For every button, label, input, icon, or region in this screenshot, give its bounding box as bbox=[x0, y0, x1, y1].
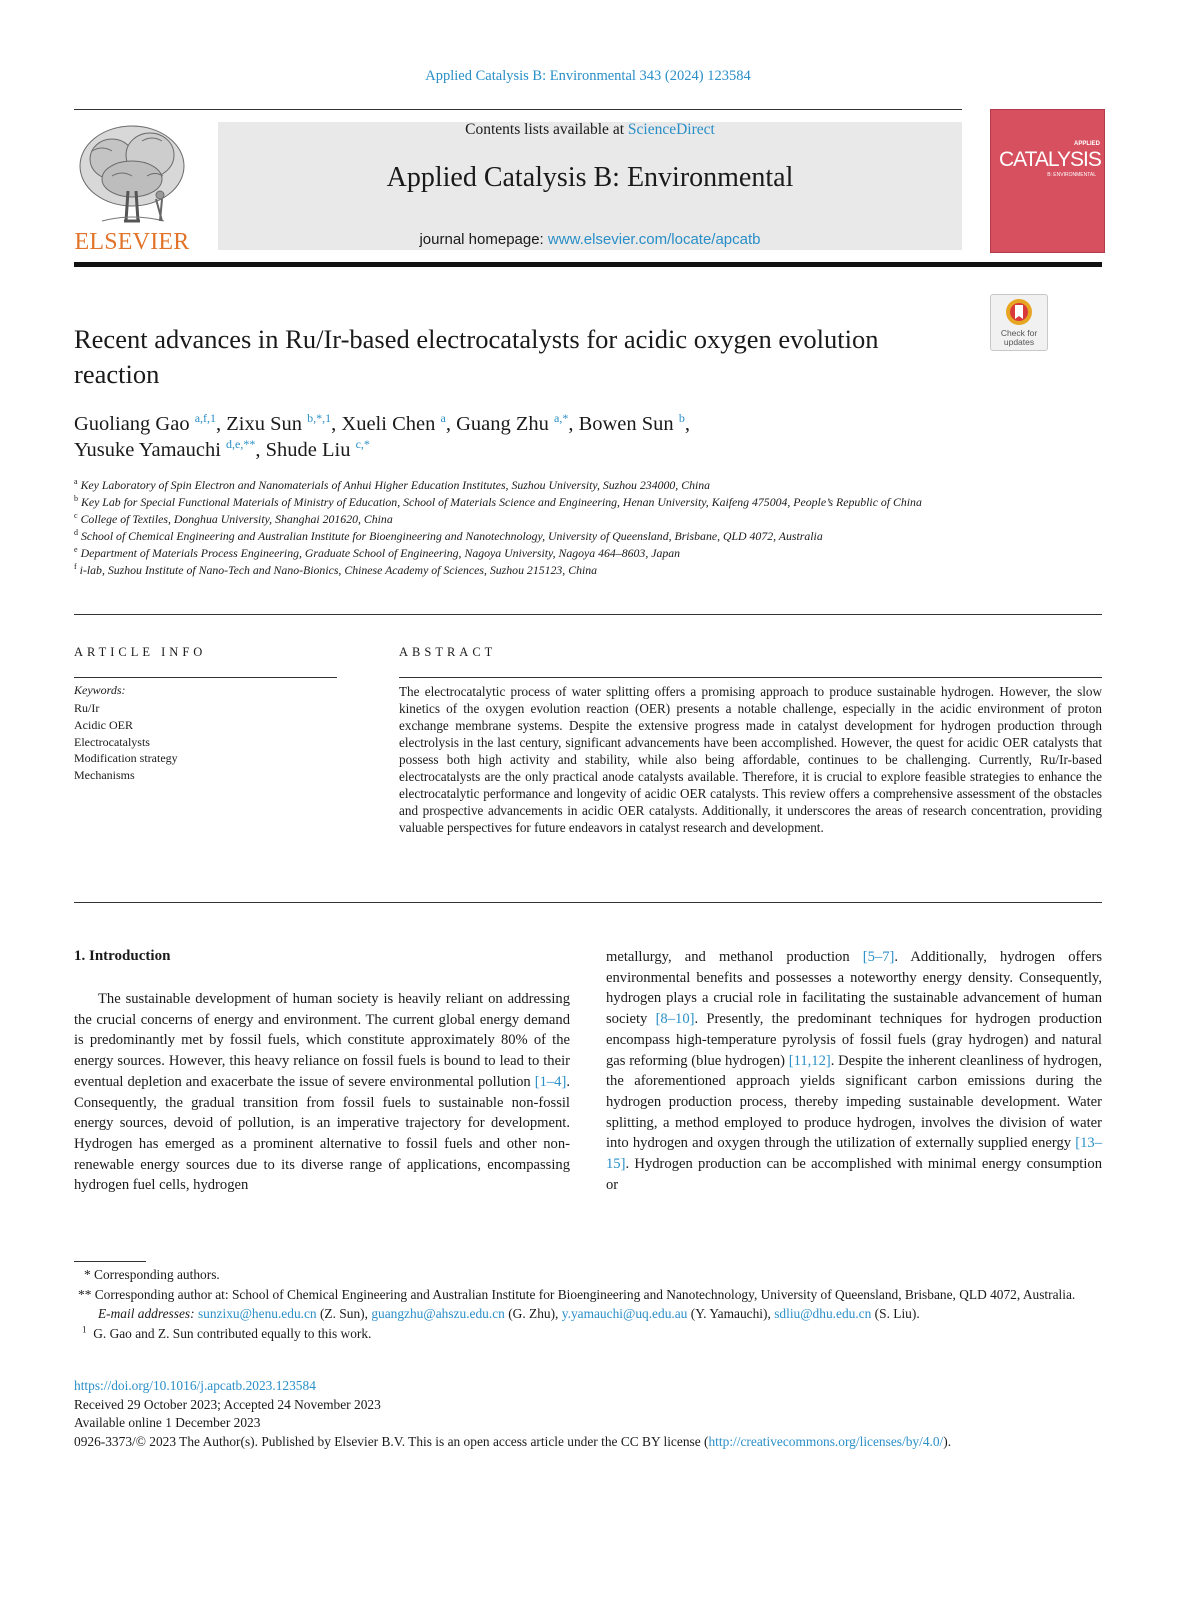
email-link[interactable]: sdliu@dhu.edu.cn bbox=[774, 1306, 872, 1322]
citation-link[interactable]: [11,12] bbox=[788, 1052, 831, 1069]
bookmark-ribbon-icon bbox=[991, 295, 1047, 329]
author[interactable]: Zixu Sun $^{b,*,1}$ bbox=[226, 411, 332, 435]
cover-word-applied: APPLIED bbox=[1073, 141, 1100, 147]
homepage-line bbox=[218, 231, 962, 248]
footnote-emails: E-mail addresses: sunzixu@henu.edu.cn (Z. Sun), guangzhu@ahszu.edu.cn (G. Zhu), y.yamauchi@uq.edu.au (Y. Yamauchi), sdliu@dhu.edu.cn (S. Liu). bbox=[98, 1306, 920, 1322]
author[interactable]: Xueli Chen $^a$ bbox=[341, 411, 446, 435]
article-info-rule bbox=[74, 677, 337, 678]
header-thick-rule bbox=[74, 262, 1102, 267]
author[interactable]: Shude Liu $^{c,*}$ bbox=[265, 437, 370, 461]
keyword-item: Ru/Ir bbox=[74, 701, 100, 715]
keyword-item: Mechanisms bbox=[74, 768, 135, 783]
article-info-heading: ARTICLE INFO bbox=[74, 645, 207, 659]
license-line: 0926-3373/© 2023 The Author(s). Published by Elsevier B.V. This is an open access article under the CC BY license (http://creativecommons.org/licenses/by/4.0/). bbox=[74, 1433, 952, 1449]
header-rule bbox=[74, 109, 962, 110]
citation-link[interactable]: [1–4] bbox=[534, 1073, 567, 1090]
citation-link[interactable]: [8–10] bbox=[655, 1011, 695, 1028]
journal-cover-image bbox=[990, 109, 1105, 253]
contents-line bbox=[218, 121, 962, 139]
affiliation-item: $^a$ Key Laboratory of Spin Electron and Nanomaterials of Anhui Higher Education Institutes, Suzhou University, Suzhou 234000, China bbox=[74, 477, 711, 492]
article-title: Recent advances in Ru/Ir-based electrocatalysts for acidic oxygen evolution reaction bbox=[74, 324, 879, 389]
author[interactable]: Guang Zhu $^{a,*}$ bbox=[456, 411, 569, 435]
available-online-date: Available online 1 December 2023 bbox=[74, 1415, 261, 1430]
contents-prefix: Contents lists available at bbox=[465, 121, 628, 138]
running-header[interactable]: Applied Catalysis B: Environmental 343 (2024) 123584 bbox=[425, 68, 751, 84]
homepage-link[interactable]: www.elsevier.com/locate/apcatb bbox=[547, 231, 761, 248]
keyword-item: Modification strategy bbox=[74, 751, 178, 766]
check-for-updates-badge[interactable] bbox=[990, 294, 1048, 351]
author-list: Guoliang Gao $^{a,f,1}$, Zixu Sun $^{b,*,1}$, Xueli Chen $^a$, Guang Zhu $^{a,*}$, Bowen Sun $^b$, Yusuke Yamauchi $^{d,e,**}$, Shude Liu $^{c,*}$ bbox=[74, 411, 690, 461]
footnote-rule bbox=[74, 1261, 146, 1262]
check-for-updates-label: Check for updates bbox=[1000, 328, 1038, 347]
publication-info bbox=[74, 1377, 1114, 1451]
received-accepted-dates: Received 29 October 2023; Accepted 24 November 2023 bbox=[74, 1396, 381, 1412]
affiliation-item: $^d$ School of Chemical Engineering and Australian Institute for Bioengineering and Nanotechnology, University of Queensland, Brisbane, QLD 4072, Australia bbox=[74, 528, 823, 543]
affiliation-item: $^e$ Department of Materials Process Engineering, Graduate School of Engineering, Nagoya University, Nagoya 464–8603, Japan bbox=[74, 545, 681, 560]
email-link[interactable]: sunzixu@henu.edu.cn bbox=[197, 1306, 317, 1322]
citation-link[interactable]: [13–15] bbox=[606, 1135, 1102, 1173]
affiliation-item: $^c$ College of Textiles, Donghua University, Shanghai 201620, China bbox=[74, 511, 393, 526]
affiliation-item: $^f$ i-lab, Suzhou Institute of Nano-Tech and Nano-Bionics, Chinese Academy of Sciences, Suzhou 215123, China bbox=[74, 562, 598, 577]
keywords-list bbox=[74, 700, 178, 784]
section-rule bbox=[74, 614, 1102, 615]
citation-link[interactable]: [5–7] bbox=[862, 949, 895, 965]
footnote-corresponding-2: ** Corresponding author at: School of Chemical Engineering and Australian Institute for Bioengineering and Nanotechnology, University of Queensland, Brisbane, QLD 4072, Australia. bbox=[78, 1286, 1076, 1302]
section-heading-introduction: 1. Introduction bbox=[74, 948, 171, 964]
abstract-text: The electrocatalytic process of water splitting offers a promising approach to produce sustainable hydrogen. However, the slow kinetics of the oxygen evolution reaction (OER) presents a notable challenge, especially in the acidic environment of proton exchange membrane systems. Despite the extensive progress made in catalyst development for hydrogen production through electrolysis in the last century, significant advancements have been accomplished. However, the quest for acidic OER catalysts that possess both high activity and stability, while also being affordable, continues to be challenging. Currently, Ru/Ir-based electrocatalysts are the only practical anode catalysts available. Therefore, it is crucial to explore feasible strategies to enhance the electrocatalytic performance and longevity of acidic OER catalysts. This review offers a comprehensive assessment of the obstacles and prospective advancements in acidic OER catalysts. Additionally, it underscores the areas of research concentration, providing valuable perspectives for future endeavors in catalyst research and development. bbox=[399, 684, 1102, 835]
author[interactable]: Yusuke Yamauchi $^{d,e,**}$ bbox=[74, 437, 256, 461]
abstract-heading: ABSTRACT bbox=[399, 645, 497, 659]
email-label: E-mail addresses: bbox=[98, 1306, 195, 1322]
license-link[interactable]: http://creativecommons.org/licenses/by/4.0/ bbox=[708, 1433, 944, 1449]
doi-link[interactable]: https://doi.org/10.1016/j.apcatb.2023.123584 bbox=[74, 1378, 316, 1393]
keywords-label: Keywords: bbox=[74, 683, 126, 697]
email-link[interactable]: y.yamauchi@uq.edu.au bbox=[561, 1306, 688, 1322]
affiliations bbox=[74, 477, 974, 579]
author[interactable]: Bowen Sun $^b$ bbox=[578, 411, 685, 435]
journal-title: Applied Catalysis B: Environmental bbox=[386, 162, 794, 193]
footnote-corresponding: * Corresponding authors. bbox=[84, 1267, 220, 1282]
body-column-right: metallurgy, and methanol production [5–7]. Additionally, hydrogen offers environmental benefits and possesses a noteworthy energy density. Consequently, hydrogen plays a crucial role in facilitating the sustainable advancement of human society [8–10]. Presently, the predominant techniques for hydrogen production encompass high-temperature pyrolysis of fossil fuels (gray hydrogen) and natural gas reforming (blue hydrogen) [11,12]. Despite the inherent cleanliness of hydrogen, the aforementioned approach yields significant carbon emissions during the hydrogen production process, thereby impeding sustainable development. Water splitting, a method employed to produce hydrogen, involves the division of water into hydrogen and oxygen through the utilization of externally supplied energy [13–15]. Hydrogen production can be accomplished with minimal energy consumption or bbox=[606, 949, 1102, 1193]
cover-word-environmental: B: ENVIRONMENTAL bbox=[1047, 172, 1096, 178]
keyword-item: Electrocatalysts bbox=[74, 734, 150, 749]
sciencedirect-link[interactable]: ScienceDirect bbox=[627, 121, 715, 138]
body-column-left: The sustainable development of human society is heavily reliant on addressing the crucial concerns of energy and environment. The current global energy demand is predominantly met by fossil fuels, which constitute approximately 80% of the energy sources. However, this heavy reliance on fossil fuels is bound to lead to their eventual depletion and exacerbate the issue of severe environmental pollution [1–4]. Consequently, the gradual transition from fossil fuels to sustainable non-fossil energy sources, devoid of pollution, is an imperative trajectory for development. Hydrogen has emerged as a prominent alternative to fossil fuels and other non-renewable energy sources due to its diverse range of applications, encompassing hydrogen fuel cells, hydrogen bbox=[74, 991, 570, 1194]
email-link[interactable]: guangzhu@ahszu.edu.cn bbox=[371, 1306, 505, 1322]
abstract-bottom-rule bbox=[74, 902, 1102, 903]
author[interactable]: Guoliang Gao $^{a,f,1}$ bbox=[74, 411, 217, 435]
homepage-prefix: journal homepage: bbox=[419, 231, 548, 248]
cover-word-catalysis: CATALYSIS bbox=[999, 148, 1101, 171]
footnotes bbox=[74, 1265, 1102, 1343]
affiliation-item: $^b$ Key Lab for Special Functional Materials of Ministry of Education, School of Materials Science and Engineering, Henan University, Kaifeng 475004, People’s Republic of China bbox=[74, 494, 922, 509]
abstract-rule bbox=[399, 677, 1102, 678]
footnote-equal-contribution: $^1$ G. Gao and Z. Sun contributed equally to this work. bbox=[82, 1324, 372, 1341]
elsevier-wordmark: ELSEVIER bbox=[74, 229, 190, 255]
keyword-item: Acidic OER bbox=[74, 717, 133, 732]
